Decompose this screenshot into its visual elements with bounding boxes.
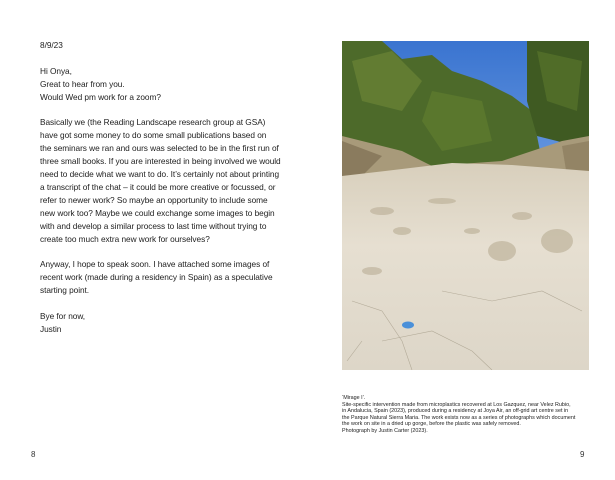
page-number-left: 8 — [31, 450, 36, 459]
greeting-line: Would Wed pm work for a zoom? — [40, 91, 161, 102]
caption-title: ‘Mirage I’. — [342, 395, 366, 401]
paragraph-line: a transcript of the chat – it could be more creative or focussed, or — [40, 181, 276, 192]
paragraph-line: Basically we (the Reading Landscape research group at GSA) — [40, 117, 266, 128]
paragraph-line: three small books. If you are interested in being involved we would — [40, 156, 281, 167]
greeting — [40, 65, 262, 104]
paragraph-line: starting point. — [40, 285, 90, 296]
date-text: 8/9/23 — [40, 40, 63, 50]
caption-line: the Parque Natural Sierra Maria. The work exists now as a series of photographs which document — [342, 414, 576, 421]
paragraph-line: the seminars we ran and ours was selected to be in the first run of — [40, 143, 279, 154]
blue-microplastic — [402, 322, 414, 329]
caption-credit: Photograph by Justin Carter (2023). — [342, 427, 428, 434]
paragraph-line: with and develop a similar process to last time without trying to — [40, 220, 267, 231]
letter-date — [40, 39, 262, 52]
left-page — [0, 0, 307, 480]
caption-line: in Andalucia, Spain (2023), produced during a residency at Joya Air, an off-grid art centre set in — [342, 408, 569, 415]
greeting-line: Hi Onya, — [40, 65, 72, 76]
page-number-right: 9 — [580, 450, 585, 459]
signoff — [40, 310, 262, 336]
photo-caption — [342, 395, 602, 435]
right-page — [307, 0, 615, 480]
paragraph-2 — [40, 258, 273, 297]
signature-name: Justin — [40, 323, 62, 334]
letter-text — [40, 39, 281, 349]
greeting-line: Great to hear from you. — [40, 78, 125, 89]
paragraph-line: refer to newer work? So maybe an opportunity to include some — [40, 194, 268, 205]
paragraph-1 — [40, 116, 281, 245]
paragraph-line: have got some money to do some small publications based on — [40, 130, 267, 141]
paragraph-line: Anyway, I hope to speak soon. I have attached some images of — [40, 259, 270, 270]
mirage-photograph — [342, 41, 589, 370]
caption-line: the work on site in a dried up gorge, before the plastic was safely removed. — [342, 421, 521, 428]
paragraph-line: need to decide what we want to do. It’s certainly not about printing — [40, 169, 280, 180]
paragraph-line: new work too? Maybe we could exchange some images to begin — [40, 207, 275, 218]
signoff-line: Bye for now, — [40, 310, 86, 321]
paragraph-line: recent work (made during a residency in Spain) as a speculative — [40, 272, 273, 283]
caption-line: Site-specific intervention made from microplastics recovered at Los Gazquez, near Velez Rubio, — [342, 401, 571, 408]
photo-illustration — [342, 41, 589, 370]
paragraph-line: create too much extra new work for ourselves? — [40, 233, 210, 244]
gorge-ground — [342, 163, 589, 370]
